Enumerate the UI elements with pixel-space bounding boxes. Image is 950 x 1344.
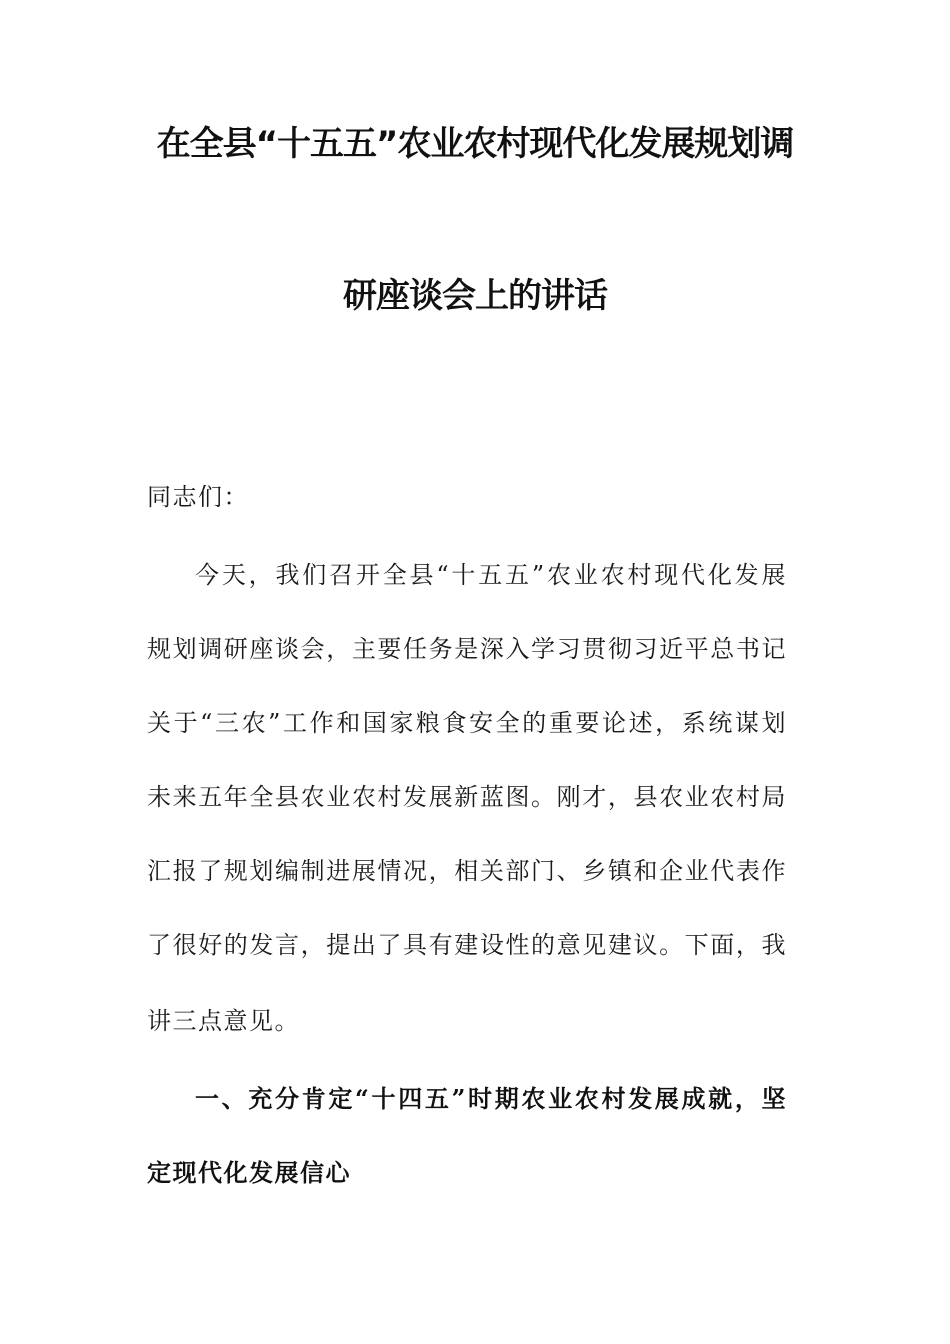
intro-line-7: 讲三点意见。 xyxy=(147,1007,300,1035)
intro-line-2: 规划调研座谈会，主要任务是深入学习贯彻习近平总书记 xyxy=(147,635,787,663)
intro-line-5: 汇报了规划编制进展情况，相关部门、乡镇和企业代表作 xyxy=(147,857,787,885)
section-1-heading-line-2: 定现代化发展信心 xyxy=(147,1158,351,1187)
document-title-line-2: 研座谈会上的讲话 xyxy=(343,276,607,316)
intro-line-4: 未来五年全县农业农村发展新蓝图。刚才，县农业农村局 xyxy=(147,783,787,811)
salutation: 同志们： xyxy=(147,483,249,511)
document-title-line-1: 在全县“十五五”农业农村现代化发展规划调 xyxy=(156,124,794,164)
section-1-heading-line-1: 一、充分肯定“十四五”时期农业农村发展成就，坚 xyxy=(195,1084,787,1113)
intro-line-1: 今天，我们召开全县“十五五”农业农村现代化发展 xyxy=(195,561,787,589)
intro-line-6: 了很好的发言，提出了具有建设性的意见建议。下面，我 xyxy=(147,931,787,959)
intro-line-3: 关于“三农”工作和国家粮食安全的重要论述，系统谋划 xyxy=(147,709,787,737)
